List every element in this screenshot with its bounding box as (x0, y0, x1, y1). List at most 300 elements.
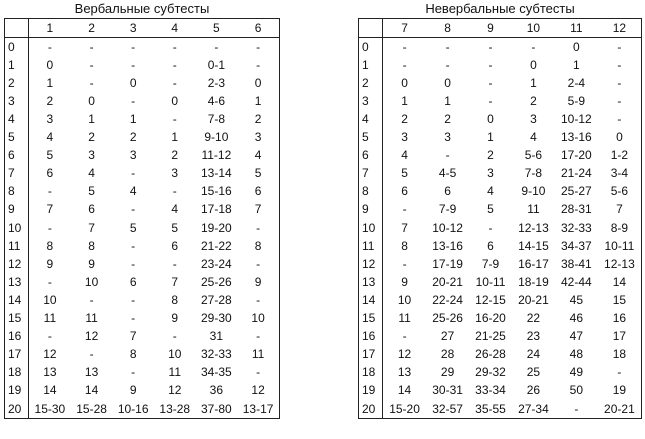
table-cell: 0 (46, 57, 54, 72)
table-cell: 11-12 (201, 148, 232, 163)
table-cell: 13 (84, 365, 99, 380)
column-header: 10 (512, 19, 555, 38)
table-cell: 10-12 (432, 220, 463, 235)
table-row (5, 92, 280, 110)
table-cell: 7-8 (207, 112, 226, 127)
table-cell: 2 (444, 112, 451, 127)
raw-score-label: 13 (5, 273, 29, 291)
table-cell: 7 (401, 220, 408, 235)
table-row (5, 110, 280, 128)
table-cell: 19-20 (201, 220, 232, 235)
table-cell: 0 (616, 130, 623, 145)
table-cell: 11 (168, 365, 181, 380)
table-row (359, 129, 642, 147)
table-cell: 28 (440, 347, 455, 362)
table-cell: - (445, 39, 450, 54)
table-cell: - (574, 401, 579, 416)
table-cell: 12-15 (475, 292, 506, 307)
raw-score-label: 0 (359, 38, 383, 57)
verbal-table-body (5, 38, 280, 419)
raw-score-label: 12 (5, 255, 29, 273)
table-cell: 22-24 (432, 292, 463, 307)
table-cell: 1 (487, 130, 494, 145)
table-cell: 15-30 (34, 401, 66, 416)
raw-score-label: 15 (359, 310, 383, 328)
table-cell: 26-28 (475, 347, 506, 362)
table-cell: 7 (616, 202, 623, 217)
raw-score-label: 18 (359, 364, 383, 382)
table-cell: - (89, 75, 94, 90)
table-cell: 5 (171, 220, 179, 235)
table-row (5, 183, 280, 201)
table-cell: 0 (254, 75, 262, 90)
column-header: 2 (71, 19, 113, 38)
table-cell: - (488, 75, 493, 90)
table-cell: 16-20 (475, 311, 506, 326)
table-row (5, 310, 280, 328)
column-header: 9 (469, 19, 512, 38)
table-row (359, 328, 642, 346)
raw-score-label: 5 (359, 129, 383, 147)
raw-score-label: 19 (5, 382, 29, 400)
table-cell: 3 (129, 148, 137, 163)
table-cell: 2-3 (207, 75, 226, 90)
table-cell: 25-27 (561, 184, 592, 199)
column-header: 12 (598, 19, 642, 38)
raw-score-label: 14 (5, 291, 29, 309)
raw-score-label: 2 (5, 74, 29, 92)
table-row (5, 291, 280, 309)
table-cell: 7 (254, 202, 262, 217)
table-row (5, 147, 280, 165)
raw-score-label: 7 (5, 165, 29, 183)
table-row (359, 165, 642, 183)
table-cell: 17-19 (432, 256, 463, 271)
table-cell: - (256, 220, 261, 235)
table-cell: 45 (569, 292, 584, 307)
table-cell: 9-10 (204, 130, 229, 145)
table-cell: 29-32 (475, 365, 506, 380)
table-cell: 38-41 (561, 256, 592, 271)
table-cell: 8 (129, 347, 137, 362)
table-cell: 4 (530, 130, 537, 145)
raw-score-label: 13 (359, 273, 383, 291)
raw-score-label: 11 (5, 237, 29, 255)
table-cell: 14-15 (518, 238, 549, 253)
table-cell: 10 (84, 274, 99, 289)
table-cell: 8 (46, 238, 54, 253)
table-cell: 12-13 (518, 220, 549, 235)
table-row (359, 382, 642, 400)
table-cell: 7 (46, 202, 54, 217)
raw-score-label: 20 (5, 400, 29, 419)
table-row (5, 237, 280, 255)
column-header: 8 (426, 19, 469, 38)
raw-score-label: 3 (5, 92, 29, 110)
column-header: 11 (555, 19, 598, 38)
table-cell: 1 (129, 112, 137, 127)
table-cell: 14 (397, 383, 412, 398)
table-cell: 18 (612, 347, 627, 362)
table-cell: 24 (526, 347, 541, 362)
table-cell: 35-55 (475, 401, 506, 416)
raw-score-label: 17 (5, 346, 29, 364)
table-cell: - (89, 292, 94, 307)
table-cell: - (89, 57, 94, 72)
table-cell: 1 (254, 93, 262, 108)
table-cell: - (172, 57, 177, 72)
table-cell: 5 (487, 202, 494, 217)
table-cell: 6 (171, 238, 179, 253)
table-cell: 5 (129, 220, 137, 235)
table-row (5, 328, 280, 346)
table-cell: - (131, 202, 136, 217)
table-row (5, 219, 280, 237)
table-cell: 0 (530, 57, 537, 72)
table-cell: 11 (43, 311, 57, 326)
table-row (359, 273, 642, 291)
verbal-subtests-title: Вербальные субтесты (74, 1, 210, 16)
table-cell: 10 (251, 311, 265, 326)
table-cell: 6 (46, 166, 54, 181)
table-cell: 8-9 (610, 220, 629, 235)
table-cell: 13-16 (432, 238, 463, 253)
table-cell: - (47, 39, 52, 54)
table-cell: 10-12 (561, 112, 592, 127)
column-header: 7 (383, 19, 427, 38)
verbal-subtests-table (4, 18, 280, 419)
table-row (359, 201, 642, 219)
table-cell: 3 (46, 112, 54, 127)
table-cell: 32-33 (201, 347, 232, 362)
table-cell: - (89, 39, 94, 54)
table-cell: 23 (526, 329, 541, 344)
table-cell: 4 (171, 202, 179, 217)
raw-score-label: 0 (5, 38, 29, 57)
table-cell: - (172, 39, 177, 54)
table-cell: 10-16 (117, 401, 149, 416)
table-cell: - (89, 347, 94, 362)
table-row (5, 364, 280, 382)
table-cell: - (172, 184, 177, 199)
table-cell: - (617, 93, 622, 108)
table-cell: 0-1 (207, 57, 226, 72)
raw-score-label: 4 (5, 110, 29, 128)
table-cell: 11 (527, 202, 540, 217)
table-cell: - (172, 112, 177, 127)
table-cell: 50 (569, 383, 584, 398)
column-header: 3 (112, 19, 154, 38)
table-cell: 1 (88, 112, 95, 127)
table-row (5, 400, 280, 419)
table-cell: 10 (43, 292, 57, 307)
table-cell: 12 (43, 347, 57, 362)
raw-score-label: 11 (359, 237, 383, 255)
raw-score-label: 15 (5, 310, 29, 328)
table-cell: 6 (254, 184, 262, 199)
table-cell: 0 (401, 75, 408, 90)
table-cell: 17-18 (201, 202, 232, 217)
table-cell: - (256, 57, 261, 72)
table-cell: 3 (254, 130, 262, 145)
table-cell: 49 (569, 365, 584, 380)
nonverbal-header-row (359, 19, 642, 38)
table-cell: - (47, 220, 52, 235)
table-cell: - (131, 311, 136, 326)
nonverbal-subtests-title: Невербальные субтесты (425, 1, 575, 16)
table-cell: 27-28 (201, 292, 232, 307)
table-cell: 19 (612, 383, 627, 398)
table-cell: - (445, 148, 450, 163)
table-cell: 4 (487, 184, 494, 199)
table-row (359, 92, 642, 110)
table-cell: 7-9 (481, 256, 500, 271)
nonverbal-subtests-block (358, 0, 642, 419)
raw-score-label: 18 (5, 364, 29, 382)
table-row (359, 56, 642, 74)
table-cell: 0 (88, 93, 95, 108)
table-cell: 3-4 (610, 166, 629, 181)
table-cell: 14 (43, 383, 57, 398)
table-row (5, 382, 280, 400)
table-cell: 14 (84, 383, 99, 398)
table-cell: 34-37 (561, 238, 592, 253)
table-cell: 0 (444, 75, 451, 90)
table-cell: - (131, 256, 136, 271)
table-cell: 13 (397, 365, 412, 380)
table-row (359, 346, 642, 364)
table-cell: 28-31 (561, 202, 592, 217)
raw-score-label: 12 (359, 255, 383, 273)
table-row (5, 74, 280, 92)
table-row (359, 147, 642, 165)
table-cell: - (47, 329, 52, 344)
table-cell: 25-26 (432, 311, 463, 326)
table-cell: 13-17 (242, 401, 274, 416)
table-cell: 3 (530, 112, 537, 127)
table-cell: 2 (401, 112, 408, 127)
raw-score-label: 1 (359, 56, 383, 74)
table-cell: 4 (401, 148, 408, 163)
table-cell: - (402, 256, 407, 271)
table-cell: 23-24 (201, 256, 232, 271)
table-cell: 5-6 (524, 148, 543, 163)
raw-score-label: 19 (359, 382, 383, 400)
table-cell: 3 (88, 148, 95, 163)
table-cell: 9 (88, 256, 95, 271)
raw-score-label: 20 (359, 400, 383, 419)
column-header: 5 (196, 19, 238, 38)
table-cell: 13-28 (159, 401, 191, 416)
corner-cell (359, 19, 383, 38)
corner-cell (5, 19, 29, 38)
verbal-header-row (5, 19, 280, 38)
table-cell: 6 (129, 274, 137, 289)
table-cell: 1 (171, 130, 179, 145)
table-cell: 32-57 (432, 401, 463, 416)
table-cell: - (47, 184, 52, 199)
table-cell: 11 (85, 311, 98, 326)
table-cell: 15-28 (76, 401, 107, 416)
table-cell: - (488, 57, 493, 72)
raw-score-label: 10 (359, 219, 383, 237)
raw-score-label: 6 (359, 147, 383, 165)
table-cell: - (172, 75, 177, 90)
table-cell: - (617, 112, 622, 127)
table-cell: 21-22 (201, 238, 232, 253)
table-cell: 15 (612, 292, 627, 307)
table-cell: 11 (251, 347, 265, 362)
table-cell: 4-5 (438, 166, 457, 181)
table-cell: 29-30 (201, 311, 232, 326)
table-cell: 10-11 (475, 274, 506, 289)
table-cell: 0 (171, 93, 179, 108)
table-cell: - (172, 256, 177, 271)
table-row (359, 74, 642, 92)
table-cell: - (131, 166, 136, 181)
table-cell: 5-9 (567, 93, 586, 108)
table-cell: 27 (440, 329, 455, 344)
table-cell: 8 (254, 238, 262, 253)
table-cell: 9 (171, 311, 179, 326)
raw-score-label: 6 (5, 147, 29, 165)
table-cell: 7 (88, 220, 95, 235)
nonverbal-table-body (359, 38, 642, 419)
table-cell: 9-10 (521, 184, 546, 199)
table-cell: - (488, 93, 493, 108)
table-row (359, 255, 642, 273)
table-cell: 7 (171, 274, 179, 289)
table-cell: 1 (46, 75, 54, 90)
table-cell: - (256, 292, 261, 307)
table-cell: 21-24 (561, 166, 592, 181)
table-cell: 25-26 (201, 274, 232, 289)
table-row (5, 255, 280, 273)
table-cell: 46 (569, 311, 584, 326)
table-cell: 10-11 (604, 238, 635, 253)
table-cell: - (172, 329, 177, 344)
table-cell: 6 (487, 238, 494, 253)
table-cell: 5 (88, 184, 95, 199)
table-cell: - (131, 365, 136, 380)
table-row (359, 183, 642, 201)
table-cell: 1 (530, 75, 537, 90)
table-cell: 3 (401, 130, 408, 145)
table-cell: 36 (209, 383, 224, 398)
nonverbal-subtests-table (358, 18, 642, 419)
table-cell: - (131, 292, 136, 307)
table-row (5, 165, 280, 183)
table-cell: 29 (440, 365, 455, 380)
table-cell: - (256, 256, 261, 271)
table-cell: - (47, 274, 52, 289)
table-cell: 1 (401, 93, 408, 108)
table-cell: 42-44 (561, 274, 592, 289)
table-cell: - (402, 202, 407, 217)
table-cell: 4 (254, 148, 262, 163)
table-cell: - (531, 39, 536, 54)
table-cell: 16 (612, 311, 627, 326)
table-cell: 12 (168, 383, 182, 398)
table-row (359, 364, 642, 382)
table-cell: 20-21 (432, 274, 463, 289)
table-cell: 7 (129, 329, 137, 344)
table-cell: 33-34 (475, 383, 506, 398)
table-cell: 25 (526, 365, 541, 380)
table-row (359, 110, 642, 128)
table-cell: 1-2 (610, 148, 629, 163)
table-cell: - (488, 220, 493, 235)
table-cell: 34-35 (201, 365, 232, 380)
raw-score-label: 4 (359, 110, 383, 128)
raw-score-label: 3 (359, 92, 383, 110)
table-cell: 5 (46, 148, 54, 163)
table-cell: 4-6 (207, 93, 226, 108)
table-row (5, 56, 280, 74)
raw-score-label: 10 (5, 219, 29, 237)
table-cell: 16-17 (518, 256, 549, 271)
table-cell: 12 (251, 383, 265, 398)
table-cell: 3 (171, 166, 179, 181)
table-cell: - (214, 39, 219, 54)
table-cell: - (402, 329, 407, 344)
table-cell: 14 (612, 274, 627, 289)
table-row (5, 346, 280, 364)
table-cell: 47 (569, 329, 584, 344)
table-row (359, 400, 642, 419)
table-cell: 32-33 (561, 220, 592, 235)
table-cell: - (402, 39, 407, 54)
table-cell: 2 (46, 93, 54, 108)
table-cell: 8 (88, 238, 95, 253)
raw-score-label: 9 (359, 201, 383, 219)
table-cell: 11 (398, 311, 411, 326)
table-cell: - (617, 75, 622, 90)
table-cell: 31 (209, 329, 224, 344)
table-cell: 3 (444, 130, 451, 145)
raw-score-label: 9 (5, 201, 29, 219)
table-row (359, 291, 642, 309)
table-cell: 5-6 (610, 184, 629, 199)
table-cell: - (131, 93, 136, 108)
table-row (359, 219, 642, 237)
table-cell: 6 (444, 184, 451, 199)
table-cell: - (617, 39, 622, 54)
column-header: 6 (237, 19, 279, 38)
table-cell: 0 (487, 112, 494, 127)
table-cell: 4 (88, 166, 95, 181)
table-cell: - (131, 57, 136, 72)
table-cell: 30-31 (432, 383, 463, 398)
table-cell: 22 (526, 311, 541, 326)
column-header: 1 (29, 19, 71, 38)
table-cell: - (402, 57, 407, 72)
table-cell: 10 (168, 347, 182, 362)
table-cell: 1 (573, 57, 580, 72)
table-cell: - (488, 39, 493, 54)
table-cell: 21-25 (475, 329, 506, 344)
table-cell: - (256, 329, 261, 344)
table-cell: 26 (526, 383, 541, 398)
raw-score-label: 14 (359, 291, 383, 309)
table-cell: 4 (129, 184, 137, 199)
table-cell: 6 (401, 184, 408, 199)
table-cell: - (256, 365, 261, 380)
table-cell: 2 (530, 93, 537, 108)
table-cell: - (617, 365, 622, 380)
table-cell: 2 (254, 112, 262, 127)
raw-score-label: 16 (359, 328, 383, 346)
